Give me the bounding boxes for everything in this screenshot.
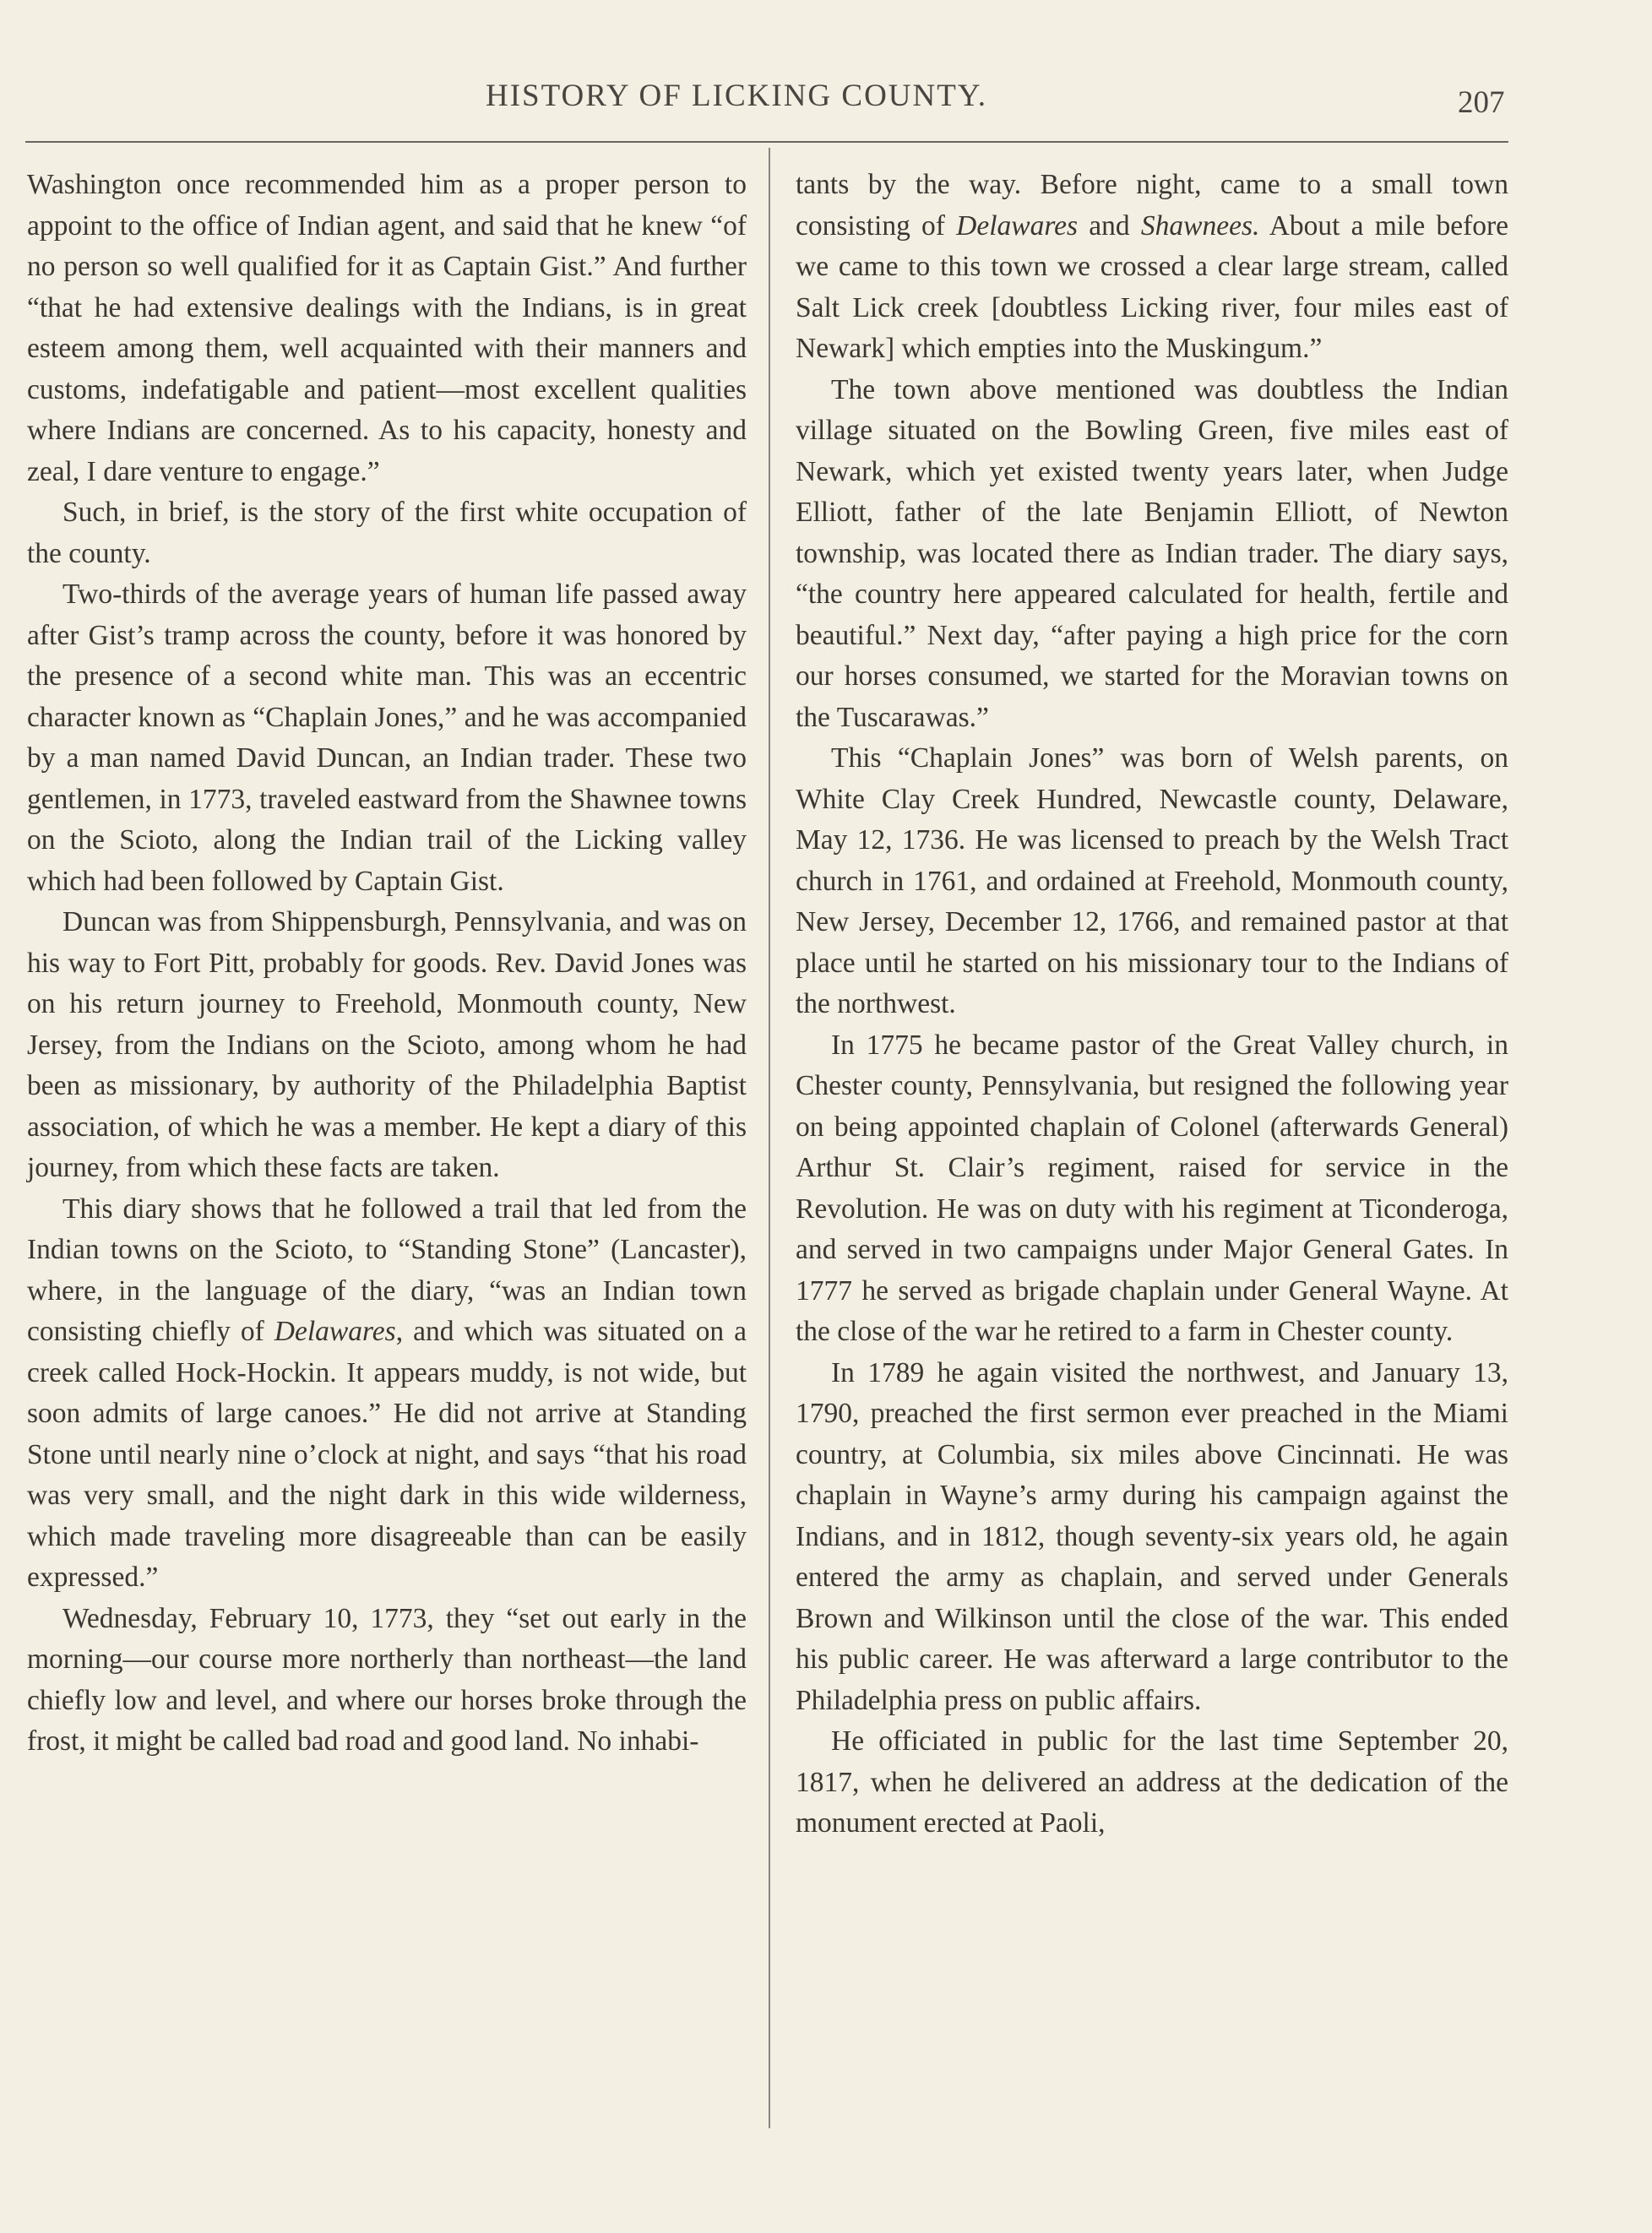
text-run: In 1789 he again visited the northwest, and January 13, 1790, preached the first sermon ever preached in the Miami country, at Columbia, six miles above Cincinnati. He was chaplain in Wayne’s army during his campaign against the Indians, and in 1812, though seventy-six years old, he again entered the army as chaplain, and served under Generals Brown and Wilkinson until the close of the war. This ended his public career. He was afterward a large contributor to the Philadelphia press on public affairs. [796,1356,1508,1716]
column-divider [769,148,770,2128]
text-run: Wednesday, February 10, 1773, they “set out early in the morning—our course more northerly than northeast—the land chiefly low and level, and where our horses broke through the frost, it might be called bad road and good land. No inhabi- [27,1602,747,1757]
text-run: This “Chaplain Jones” was born of Welsh parents, on White Clay Creek Hundred, Newcastle county, Delaware, May 12, 1736. He was licensed to preach by the Welsh Tract church in 1761, and ordained at Freehold, Monmouth county, New Jersey, December 12, 1766, and remained pastor at that place until he started on his missionary tour to the Indians of the northwest. [796,742,1508,1019]
left-column [27,165,747,1763]
running-head [0,78,1652,128]
italic-term: Delawares [956,209,1079,242]
text-run: , and which was situated on a creek called Hock-Hockin. It appears muddy, is not wide, but soon admits of large canoes.” He did not arrive at Standing Stone until nearly nine o’clock at night, and says “that his road was very small, and the night dark in this wide wilderness, which made traveling more disagreeable than can be easily expressed.” [27,1316,747,1593]
text-run: About a mile before we came to this town we crossed a clear large stream, called Salt Lick creek [doubtless Licking river, four miles east of Newark] which empties into the Muskingum.” [796,209,1508,364]
header-rule [25,141,1508,143]
text-run: and [1078,209,1141,242]
text-run: He officiated in public for the last time September 20, 1817, when he delivered an address at the dedication of the monument erected at Paoli, [796,1725,1508,1839]
text-run: Two-thirds of the average years of human life passed away after Gist’s tramp across the county, before it was honored by the presence of a second white man. This was an eccentric character known as “Chaplain Jones,” and he was accompanied by a man named David Duncan, an Indian trader. These two gentlemen, in 1773, traveled eastward from the Shawnee towns on the Scioto, along the Indian trail of the Licking valley which had been followed by Captain Gist. [27,579,747,897]
paragraph [27,165,747,492]
text-run: In 1775 he became pastor of the Great Valley church, in Chester county, Pennsylvania, but resigned the following year on being appointed chaplain of Colonel (afterwards General) Arthur St. Clair’s regiment, raised for service in the Revolution. He was on duty with his regiment at Ticonderoga, and served in two campaigns under Major General Gates. In 1777 he served as brigade chaplain under General Wayne. At the close of the war he retired to a farm in Chester county. [796,1029,1508,1347]
text-run: Washington once recommended him as a proper person to appoint to the office of Indian agent, and said that he knew “of no person so well qualified for it as Captain Gist.” And further “that he had extensive dealings with the Indians, is in great esteem among them, well acquainted with their manners and customs, indefatigable and patient—most excellent qualities where Indians are concerned. As to his capacity, honesty and zeal, I dare venture to engage.” [27,169,747,487]
paragraph [27,1599,747,1763]
paragraph [796,1025,1508,1353]
paragraph [27,1189,747,1599]
text-run: This diary shows that he followed a trail that led from the Indian towns on the Scioto, to “Standing Stone” (Lancaster), where, in the language of the diary, “was an Indian town consisting chiefly of [27,1193,747,1347]
text-run: The town above mentioned was doubtless the Indian village situated on the Bowling Green, five miles east of Newark, which yet existed twenty years later, when Judge Elliott, father of the late Benjamin Elliott, of Newton township, was located there as Indian trader. The diary says, “the country here appeared calculated for health, fertile and beautiful.” Next day, “after paying a high price for the corn our horses consumed, we started for the Moravian towns on the Tuscarawas.” [796,373,1508,733]
paragraph [27,492,747,574]
text-run: tants by the way. Before night, came to a small town consisting of [796,169,1508,242]
paragraph [796,738,1508,1025]
text-run: Such, in brief, is the story of the first white occupation of the county. [27,497,747,569]
paragraph [27,574,747,902]
page-number: 207 [1458,85,1505,120]
text-run: Duncan was from Shippensburgh, Pennsylvania, and was on his way to Fort Pitt, probably for goods. Rev. David Jones was on his return journey to Freehold, Monmouth county, New Jersey, from the Indians on the Scioto, among whom he had been as missionary, by authority of the Philadelphia Baptist association, of which he was a member. He kept a diary of this journey, from which these facts are taken. [27,906,747,1183]
paragraph [796,370,1508,739]
paragraph [796,165,1508,370]
paragraph [796,1353,1508,1722]
paragraph [796,1721,1508,1845]
paragraph [27,902,747,1189]
right-column [796,165,1508,1845]
running-title: HISTORY OF LICKING COUNTY. [486,79,988,113]
italic-term: Delawares [274,1316,396,1347]
italic-term: Shawnees. [1140,209,1260,242]
